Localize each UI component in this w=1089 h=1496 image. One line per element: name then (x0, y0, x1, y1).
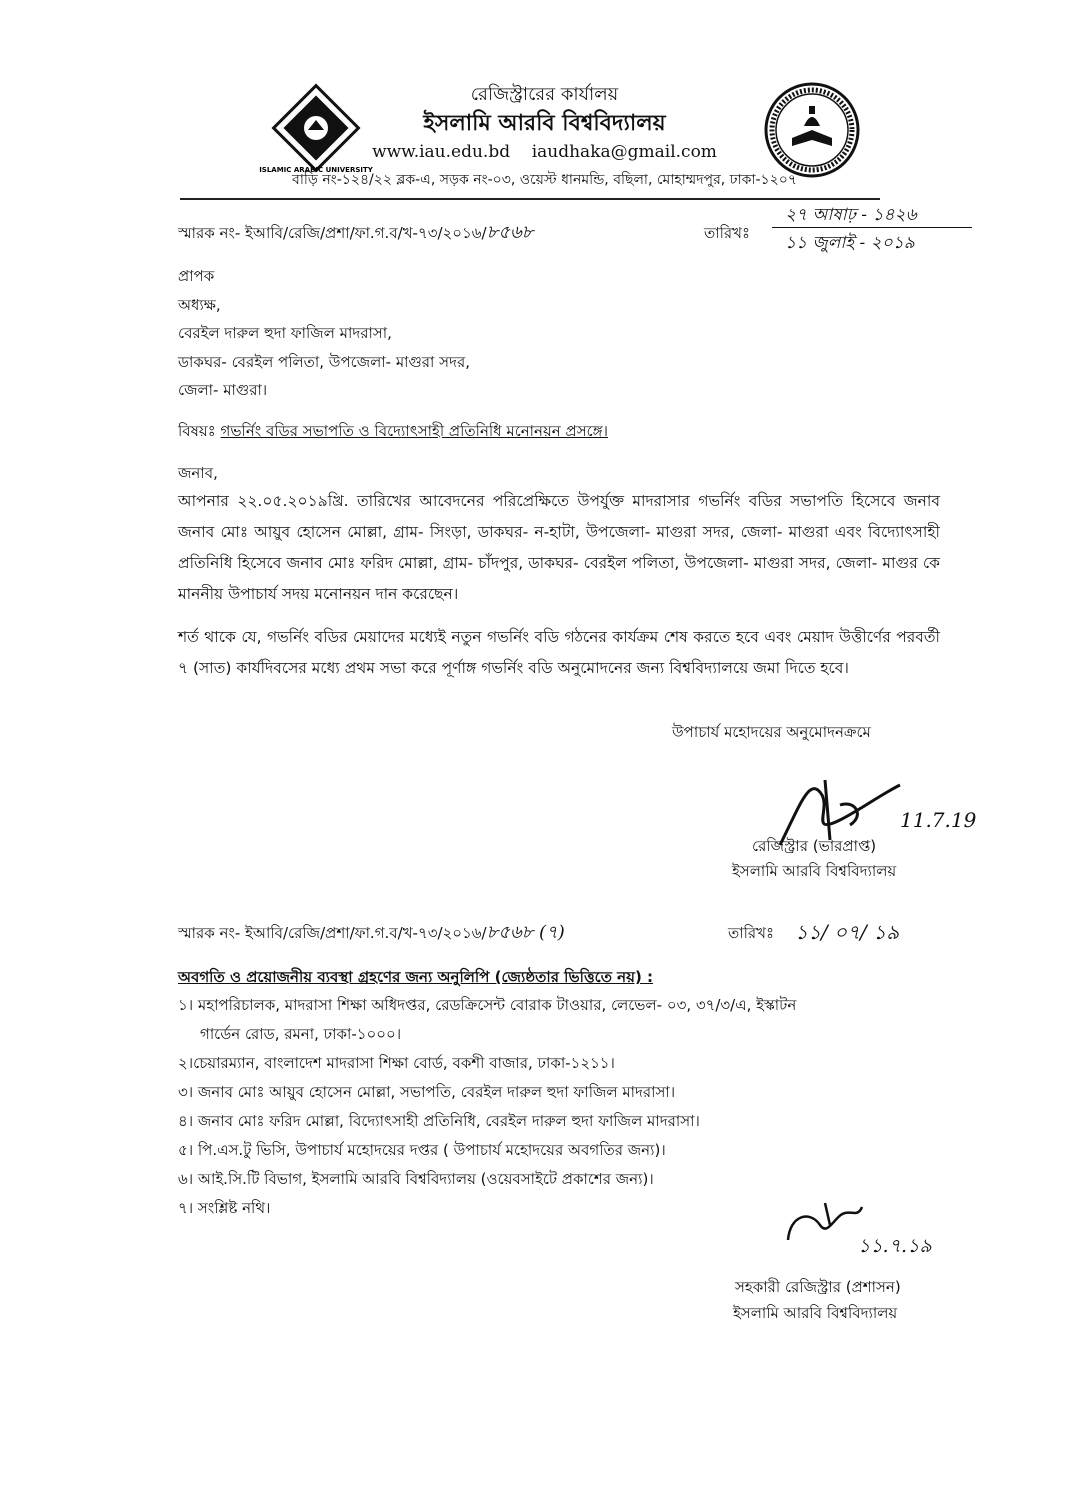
registrar-org: ইসলামি আরবি বিশ্ববিদ্যালয় (732, 862, 897, 880)
recipient-block (178, 262, 470, 405)
copy-item: ৪। জনাব মোঃ ফরিদ মোল্লা, বিদ্যোৎসাহী প্রতিনিধি, বেরইল দারুল হুদা ফাজিল মাদরাসা। (178, 1112, 700, 1130)
copy-item: ৬। আই.সি.টি বিভাগ, ইসলামি আরবি বিশ্ববিদ্যালয় (ওয়েবসাইটে প্রকাশের জন্য)। (178, 1170, 654, 1188)
assistant-registrar-signature-date: ১১.৭.১৯ (858, 1235, 932, 1257)
memo2-reference (178, 922, 565, 944)
copy-item-continuation: গার্ডেন রোড, রমনা, ঢাকা-১০০০। (200, 1025, 402, 1043)
memo-ref-label: স্মারক নং- ইআবি/রেজি/প্রশা/ফা.গ.ব/খ-৭৩/২০১৬/ (178, 224, 487, 242)
recipient-line: ডাকঘর- বেরইল পলিতা, উপজেলা- মাগুরা সদর, (178, 352, 470, 371)
date-divider (772, 227, 972, 228)
subject-text: গভর্নিং বডির সভাপতি ও বিদ্যোৎসাহী প্রতিনিধি মনোনয়ন প্রসঙ্গে। (220, 422, 608, 440)
memo2-ref-handwritten: ৮৫৬৮ (৭) (486, 922, 565, 943)
recipient-line: জেলা- মাগুরা। (178, 381, 268, 399)
copy-item: ২।চেয়ারম্যান, বাংলাদেশ মাদরাসা শিক্ষা বোর্ড, বকশী বাজার, ঢাকা-১২১১। (178, 1054, 615, 1072)
copy-item: ৭। সংশ্লিষ্ট নথি। (178, 1199, 271, 1217)
letterhead-address: বাড়ি নং-১২৪/২২ ব্লক-এ, সড়ক নং-০৩, ওয়েস্ট ধানমন্ডি, বছিলা, মোহাম্মদপুর, ঢাকা-১২০৭ (292, 172, 797, 188)
copies-heading: অবগতি ও প্রয়োজনীয় ব্যবস্থা গ্রহণের জন্য অনুলিপি (জ্যেষ্ঠতার ভিত্তিতে নয়) : (178, 968, 654, 986)
memo-date-handwritten-2: ১১ জুলাই - ২০১৯ (785, 233, 915, 253)
salutation: জনাব, (178, 464, 218, 482)
memo2-date-label: তারিখঃ (728, 924, 774, 942)
copies-list (178, 991, 948, 1223)
letterhead-office: রেজিস্ট্রারের কার্যালয় (470, 84, 619, 105)
header-divider (180, 198, 880, 200)
subject-label: বিষয়ঃ (178, 422, 216, 440)
assistant-registrar-org: ইসলামি আরবি বিশ্ববিদ্যালয় (733, 1304, 898, 1322)
recipient-line: বেরইল দারুল হুদা ফাজিল মাদরাসা, (178, 324, 392, 342)
memo-date-label: তারিখঃ (704, 224, 750, 242)
body-paragraph-2: শর্ত থাকে যে, গভর্নিং বডির মেয়াদের মধ্যেই নতুন গভর্নিং বডি গঠনের কার্যক্রম শেষ করতে হবে এবং মেয়াদ উত্তীর্ণের পরবর্তী ৭ (সাত) কার্যদিবসের মধ্যে প্রথম সভা করে পূর্ণাঙ্গ গভর্নিং বডি অনুমোদনের জন্য বিশ্ববিদ্যালয়ে জমা দিতে হবে। (178, 628, 940, 677)
assistant-registrar-title: সহকারী রেজিস্ট্রার (প্রশাসন) (735, 1278, 901, 1296)
assistant-registrar-signature (780, 1195, 870, 1255)
approval-note: উপাচার্য মহোদয়ের অনুমোদনক্রমে (672, 723, 871, 741)
memo2-date-handwritten: ১১/ ০৭/ ১৯ (795, 920, 900, 944)
memo-date-handwritten-1: ২৭ আষাঢ় - ১৪২৬ (785, 205, 917, 225)
body-paragraph-1: আপনার ২২.০৫.২০১৯খ্রি. তারিখের আবেদনের পরিপ্রেক্ষিতে উপর্যুক্ত মাদরাসার গভর্নিং বডির সভাপতি হিসেবে জনাব জনাব মোঃ আয়ুব হোসেন মোল্লা, গ্রাম- সিংড়া, ডাকঘর- ন-হাটা, উপজেলা- মাগুরা সদর, জেলা- মাগুরা এবং বিদ্যোৎসাহী প্রতিনিধি হিসেবে জনাব মোঃ ফরিদ মোল্লা, গ্রাম- চাঁদপুর, ডাকঘর- বেরইল পলিতা, উপজেলা- মাগুরা সদর, জেলা- মাগুর কে মাননীয় উপাচার্য সদয় মনোনয়ন দান করেছেন। (178, 492, 940, 603)
copy-item: ৫। পি.এস.টু ভিসি, উপাচার্য মহোদয়ের দপ্তর ( উপাচার্য মহোদয়ের অবগতির জন্য)। (178, 1141, 666, 1159)
memo2-ref-label: স্মারক নং- ইআবি/রেজি/প্রশা/ফা.গ.ব/খ-৭৩/২০১৬/ (178, 924, 487, 942)
subject-line (178, 420, 608, 442)
registrar-title: রেজিস্ট্রার (ভারপ্রাপ্ত) (752, 837, 877, 855)
svg-text:ISLAMIC ARABIC UNIVERSITY: ISLAMIC ARABIC UNIVERSITY (259, 166, 373, 174)
recipient-line: প্রাপক (178, 267, 215, 285)
registrar-signature-date: 11.7.19 (900, 808, 977, 832)
memo-ref-handwritten: ৮৫৬৮ (486, 222, 534, 243)
memo-reference (178, 222, 533, 244)
copy-item: ৩। জনাব মোঃ আয়ুব হোসেন মোল্লা, সভাপতি, বেরইল দারুল হুদা ফাজিল মাদরাসা। (178, 1083, 676, 1101)
recipient-line: অধ্যক্ষ, (178, 295, 221, 314)
letterhead-contact: www.iau.edu.bd iaudhaka@gmail.com (372, 142, 717, 162)
copy-item: ১। মহাপরিচালক, মাদরাসা শিক্ষা অধিদপ্তর, রেডক্রিসেন্ট বোরাক টাওয়ার, লেভেল- ০৩, ৩৭/৩/এ, ইস্কাটন (178, 996, 797, 1014)
letterhead-university: ইসলামি আরবি বিশ্ববিদ্যালয় (423, 111, 666, 136)
